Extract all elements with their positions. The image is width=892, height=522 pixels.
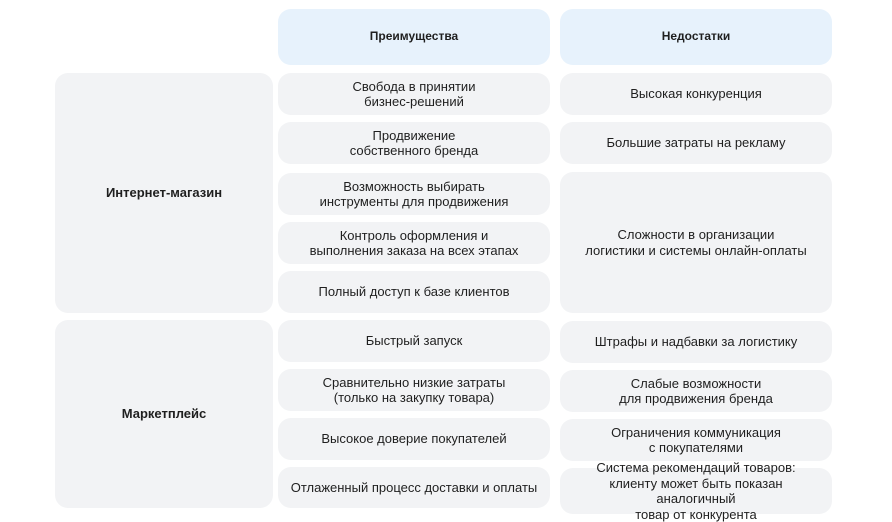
- disadvantage-text: Штрафы и надбавки за логистику: [594, 334, 798, 350]
- disadvantage-text: Ограничения коммуникация с покупателями: [611, 424, 781, 455]
- disadvantage-cell: [560, 172, 832, 313]
- advantage-text: Отлаженный процесс доставки и оплаты: [290, 479, 538, 495]
- row-label-online-store: [55, 73, 273, 313]
- advantage-text: Свобода в принятии бизнес-решений: [352, 78, 476, 109]
- advantage-text: Возможность выбирать инструменты для продвижения: [319, 178, 509, 209]
- disadvantage-text: Слабые возможности для продвижения бренда: [619, 375, 773, 406]
- advantage-text: Продвижение собственного бренда: [349, 127, 479, 158]
- disadvantage-text: Система рекомендаций товаров: клиенту может быть показан аналогичный товар от конкурента: [596, 460, 796, 522]
- disadvantage-cell: [560, 122, 832, 164]
- advantage-text: Высокое доверие покупателей: [321, 431, 507, 447]
- disadvantage-text: Сложности в организации логистики и системы онлайн-оплаты: [585, 227, 807, 258]
- advantage-cell: [278, 122, 550, 164]
- advantage-text: Полный доступ к базе клиентов: [318, 284, 510, 300]
- advantage-cell: [278, 222, 550, 264]
- column-header-advantages-label: Преимущества: [369, 29, 459, 44]
- row-label-marketplace-text: Маркетплейс: [121, 406, 207, 422]
- row-label-marketplace: [55, 320, 273, 508]
- disadvantage-cell: [560, 419, 832, 461]
- advantage-cell: [278, 271, 550, 313]
- disadvantage-cell: [560, 321, 832, 363]
- advantage-cell: [278, 369, 550, 411]
- column-header-disadvantages: [560, 9, 832, 65]
- advantage-cell: [278, 467, 550, 508]
- disadvantage-cell: [560, 460, 832, 522]
- advantage-cell: [278, 418, 550, 460]
- advantage-text: Быстрый запуск: [365, 333, 463, 349]
- advantage-cell: [278, 73, 550, 115]
- disadvantage-cell: [560, 370, 832, 412]
- advantage-cell: [278, 173, 550, 215]
- column-header-disadvantages-label: Недостатки: [661, 29, 731, 44]
- disadvantage-text: Высокая конкуренция: [630, 86, 762, 102]
- disadvantage-cell: [560, 73, 832, 115]
- advantage-text: Сравнительно низкие затраты (только на закупку товара): [322, 374, 506, 405]
- advantage-cell: [278, 320, 550, 362]
- column-header-advantages: [278, 9, 550, 65]
- disadvantage-text: Большие затраты на рекламу: [606, 135, 786, 151]
- row-label-online-store-text: Интернет-магазин: [105, 185, 223, 201]
- advantage-text: Контроль оформления и выполнения заказа на всех этапах: [309, 227, 519, 258]
